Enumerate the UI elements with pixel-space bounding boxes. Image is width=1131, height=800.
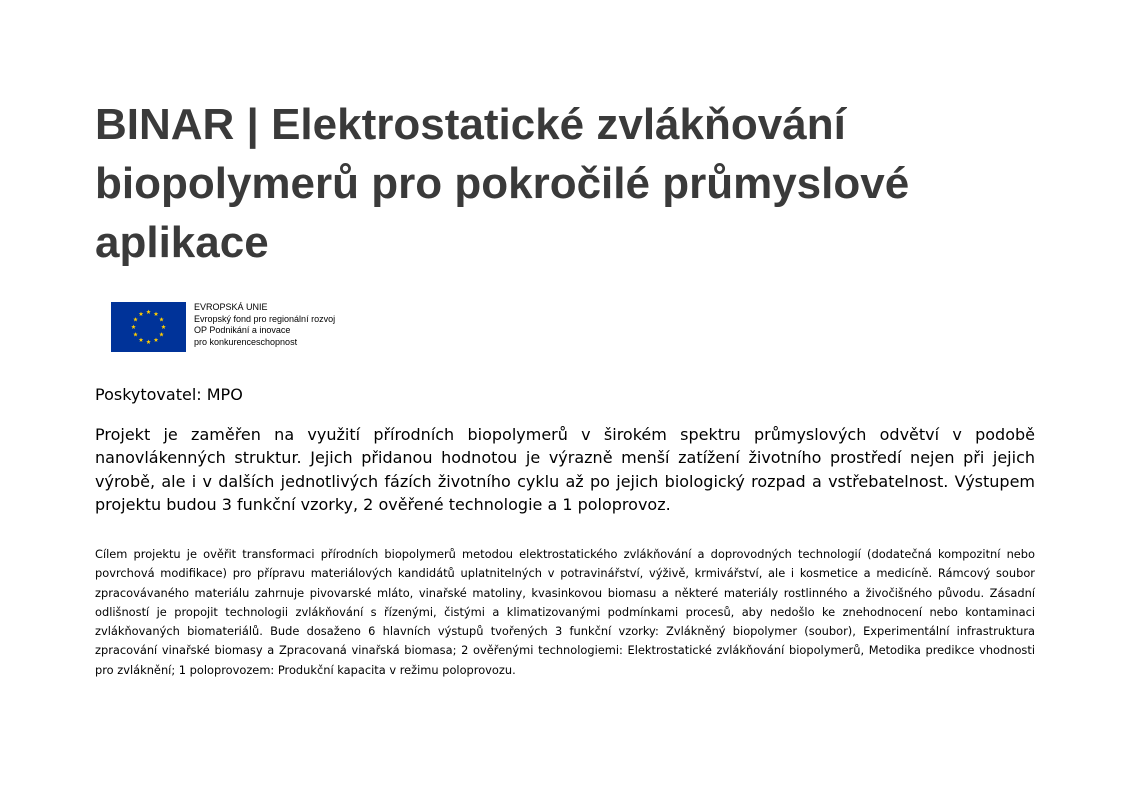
eu-logo-line-1: EVROPSKÁ UNIE xyxy=(194,302,268,312)
eu-flag-icon xyxy=(111,302,186,352)
eu-flag-background xyxy=(111,302,186,352)
body-paragraph: Cílem projektu je ověřit transformaci přírodních biopolymerů metodou elektrostatického zvlákňování a doprovodných technologií (dodatečná kompozitní nebo povrchová modifikace) pro přípravu materiálových kandidátů uplatnitelných v potravinářství, výživě, krmivářství, ale i kosmetice a medicíně. Rámcový soubor zpracovávaného materiálu zahrnuje pivovarské mláto, vinařské matoliny, kvasinkovou biomasu a některé materiály rostlinného a živočišného původu. Zásadní odlišností je propojit technologii zvlákňování s řízenými, čistými a klimatizovanými podmínkami procesů, aby nedošlo ke znehodnocení nebo kontaminaci zvlákňovaných biomateriálů. Bude dosaženo 6 hlavních výstupů tvořených 3 funkční vzorky: Zvlákněný biopolymer (soubor), Experimentální infrastruktura zpracování vinařské biomasy a Zpracovaná vinařská biomasa; 2 ověřenými technologiemi: Elektrostatické zvlákňování biopolymerů, Metodika predikce vhodnosti pro zvláknění; 1 poloprovozem: Produkční kapacita v režimu poloprovozu. xyxy=(95,547,1035,677)
page-title: BINAR | Elektrostatické zvlákňování biopolymerů pro pokročilé průmyslové aplikace xyxy=(95,100,910,267)
eu-logo-text xyxy=(194,302,335,348)
eu-logo-line-3: OP Podnikání a inovace xyxy=(194,325,291,335)
eu-logo xyxy=(111,302,335,352)
eu-logo-line-2: Evropský fond pro regionální rozvoj xyxy=(194,313,336,324)
provider-line: Poskytovatel: MPO xyxy=(95,385,243,404)
lead-paragraph: Projekt je zaměřen na využití přírodních biopolymerů v širokém spektru průmyslových odvětví v podobě nanovlákenných struktur. Jejich přidanou hodnotou je výrazně menší zatížení životního prostředí nejen při jejich výrobě, ale i v dalších jednotlivých fázích životního cyklu až po jejich biologický rozpad a vstřebatelnost. Výstupem projektu budou 3 funkční vzorky, 2 ověřené technologie a 1 poloprovoz. xyxy=(95,425,1035,514)
eu-logo-line-4: pro konkurenceschopnost xyxy=(194,336,298,347)
